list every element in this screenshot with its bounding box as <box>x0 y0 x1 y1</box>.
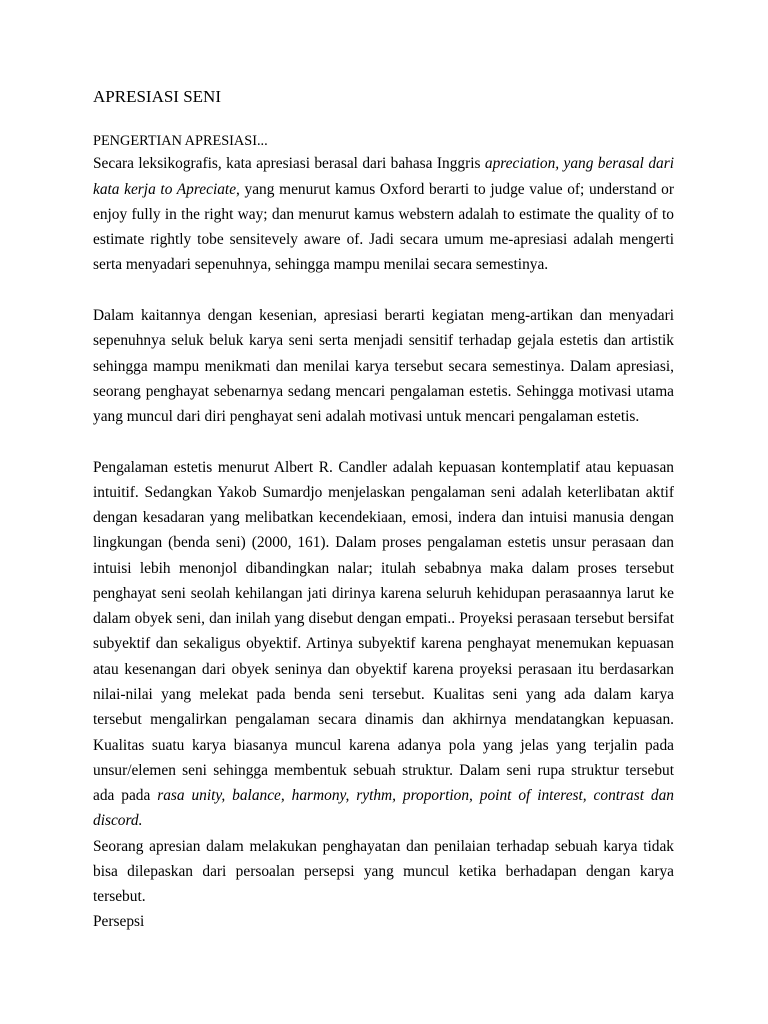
italic-text-segment: discord. <box>93 812 143 830</box>
text-line: unsur/elemen seni sehingga membentuk sebuah struktur. Dalam seni rupa struktur tersebut <box>93 761 674 779</box>
text-line: yang muncul dari diri penghayat seni adalah motivasi untuk mencari pengalaman estetis. <box>93 408 640 426</box>
paragraph <box>93 909 674 934</box>
text-line: Kualitas suatu karya biasanya muncul karena adanya pola yang jelas yang terjalin pada <box>93 736 674 754</box>
text-line <box>93 151 674 176</box>
text-line: penghayat seni seolah kehilangan jati dirinya karena seluruh kehidupan perasaannya larut ke <box>93 584 674 602</box>
text-segment: Secara leksikografis, kata apresiasi berasal dari bahasa Inggris <box>93 155 485 173</box>
paragraph <box>93 151 674 277</box>
text-line: sepenuhnya seluk beluk karya seni serta menjadi sensitif terhadap gejala estetis dan artistik <box>93 332 674 350</box>
italic-text-segment: apreciation, yang berasal dari <box>484 155 674 173</box>
document-body <box>93 151 674 934</box>
text-line: seorang penghayat sebenarnya sedang mencari pengalaman estetis. Sehingga motivasi utama <box>93 382 674 400</box>
text-segment: ada pada <box>93 787 158 805</box>
text-line: dalam obyek seni, dan inilah yang disebut dengan empati.. Proyeksi perasaan tersebut bersifat <box>93 610 674 628</box>
text-line: sehingga mampu menikmati dan menilai karya tersebut secara semestinya. Dalam apresiasi, <box>93 357 674 375</box>
section-heading: PENGERTIAN APRESIASI... <box>93 133 268 149</box>
document-title: APRESIASI SENI <box>93 87 221 106</box>
text-line: tersebut. <box>93 888 146 906</box>
text-line: Pengalaman estetis menurut Albert R. Candler adalah kepuasan kontemplatif atau kepuasan <box>93 458 674 476</box>
italic-text-segment: kata kerja to Apreciate <box>93 180 237 198</box>
text-line: tersebut mengalirkan pengalaman secara dinamis dan akhirnya mendatangkan kepuasan. <box>93 711 674 729</box>
text-line: nilai-nilai yang melekat pada benda seni tersebut. Kualitas seni yang ada dalam karya <box>93 685 674 703</box>
text-line: Seorang apresian dalam melakukan penghayatan dan penilaian terhadap sebuah karya tidak <box>93 837 674 855</box>
text-line: serta menyadari sepenuhnya, sehingga mampu menilai secara semestinya. <box>93 256 549 274</box>
text-line: Persepsi <box>93 913 145 931</box>
text-line: estimate rightly tobe sensitevely aware of. Jadi secara umum me-apresiasi adalah mengerti <box>93 231 674 249</box>
text-line: intuitif. Sedangkan Yakob Sumardjo menjelaskan pengalaman seni adalah keterlibatan aktif <box>93 483 674 501</box>
text-line: lingkungan (benda seni) (2000, 161). Dalam proses pengalaman estetis unsur perasaan dan <box>93 534 674 552</box>
paragraph <box>93 303 674 429</box>
text-line: enjoy fully in the right way; dan menurut kamus webstern adalah to estimate the quality of to <box>93 205 674 223</box>
italic-text-segment: rasa unity, balance, harmony, rythm, proportion, point of interest, contrast dan <box>157 787 674 805</box>
text-segment: , yang menurut kamus Oxford berarti to judge value of; understand or <box>236 180 674 198</box>
text-line <box>93 808 674 833</box>
text-line <box>93 177 674 202</box>
text-line: atau kesenangan dari obyek seninya dan obyektif karena proyeksi perasaan itu berdasarkan <box>93 660 674 678</box>
paragraph <box>93 455 674 834</box>
text-line: Dalam kaitannya dengan kesenian, apresiasi berarti kegiatan meng-artikan dan menyadari <box>93 306 674 324</box>
text-line: dengan kesadaran yang melibatkan kecendekiaan, emosi, indera dan intuisi manusia dengan <box>93 509 674 527</box>
text-line: bisa dilepaskan dari persoalan persepsi yang muncul ketika berhadapan dengan karya <box>93 862 674 880</box>
text-line: intuisi lebih menonjol dibandingkan nalar; itulah sebabnya maka dalam proses tersebut <box>93 559 674 577</box>
text-line: subyektif dan sekaligus obyektif. Artinya subyektif karena penghayat menemukan kepuasan <box>93 635 674 653</box>
text-line <box>93 783 674 808</box>
paragraph <box>93 834 674 910</box>
